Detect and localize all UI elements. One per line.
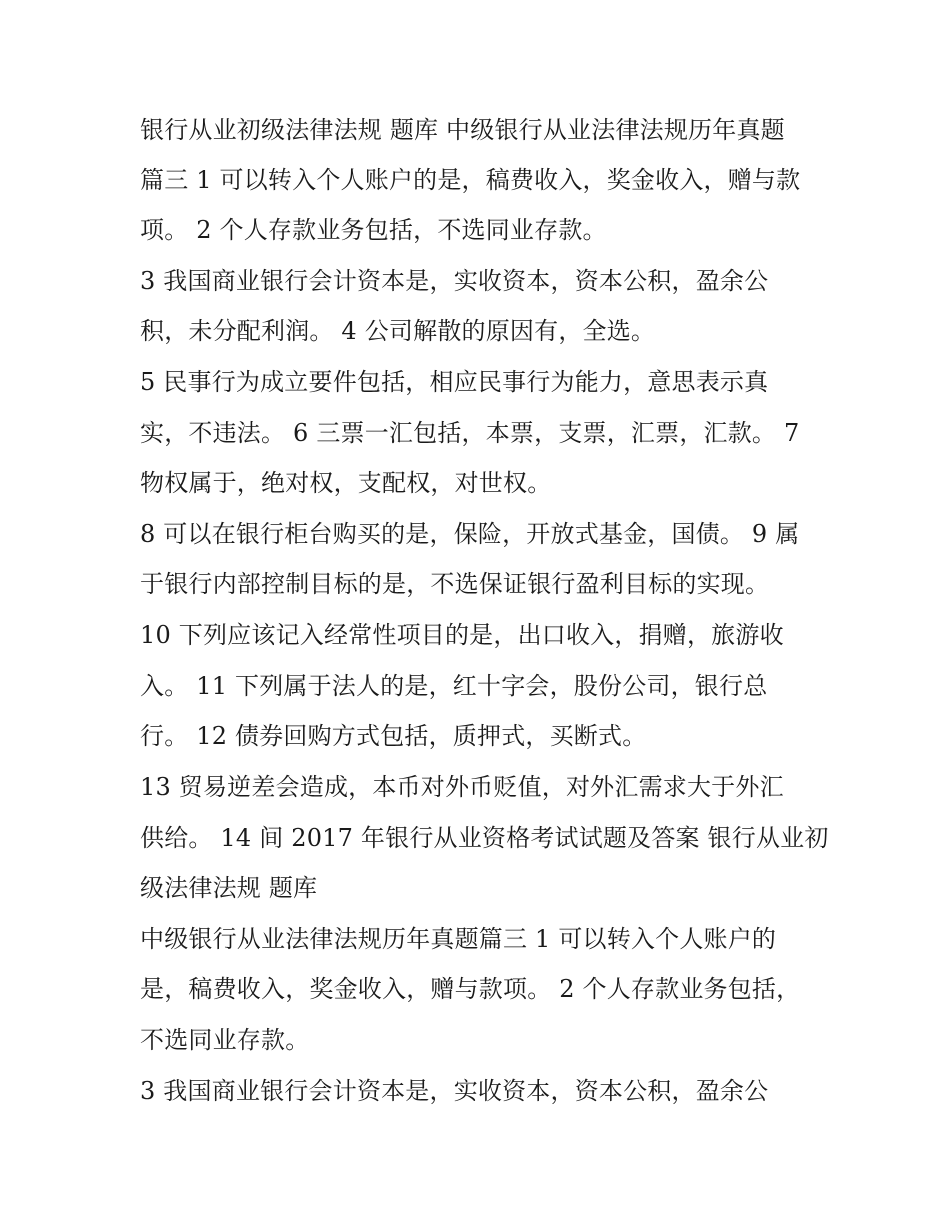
text-line: 积，未分配利润。 4 公司解散的原因有，全选。 <box>140 317 656 345</box>
text-line: 3 我国商业银行会计资本是，实收资本，资本公积，盈余公 <box>140 1077 769 1105</box>
text-line: 项。 2 个人存款业务包括，不选同业存款。 <box>140 216 607 244</box>
text-line: 中级银行从业法律法规历年真题篇三 1 可以转入个人账户的 <box>140 925 777 953</box>
text-line: 3 我国商业银行会计资本是，实收资本，资本公积，盈余公 <box>140 267 769 295</box>
text-line: 入。 11 下列属于法人的是，红十字会，股份公司，银行总 <box>140 672 768 700</box>
text-line: 级法律法规 题库 <box>140 874 318 902</box>
text-line: 供给。 14 间 2017 年银行从业资格考试试题及答案 银行从业初 <box>140 824 829 852</box>
text-line: 银行从业初级法律法规 题库 中级银行从业法律法规历年真题 <box>140 116 785 144</box>
text-line: 13 贸易逆差会造成，本币对外币贬值，对外汇需求大于外汇 <box>140 773 784 801</box>
text-line: 不选同业存款。 <box>140 1026 310 1054</box>
text-line: 于银行内部控制目标的是，不选保证银行盈利目标的实现。 <box>140 570 770 598</box>
text-line: 8 可以在银行柜台购买的是，保险，开放式基金，国债。 9 属 <box>140 520 800 548</box>
text-line: 实，不违法。 6 三票一汇包括，本票，支票，汇票，汇款。 7 <box>140 419 800 447</box>
text-line: 行。 12 债券回购方式包括，质押式，买断式。 <box>140 722 647 750</box>
text-line: 是，稿费收入，奖金收入，赠与款项。 2 个人存款业务包括， <box>140 975 801 1003</box>
text-line: 篇三 1 可以转入个人账户的是，稿费收入，奖金收入，赠与款 <box>140 166 801 194</box>
text-line: 5 民事行为成立要件包括，相应民事行为能力，意思表示真 <box>140 368 769 396</box>
text-line: 10 下列应该记入经常性项目的是，出口收入，捐赠，旅游收 <box>140 621 784 649</box>
text-line: 物权属于，绝对权，支配权，对世权。 <box>140 469 552 497</box>
